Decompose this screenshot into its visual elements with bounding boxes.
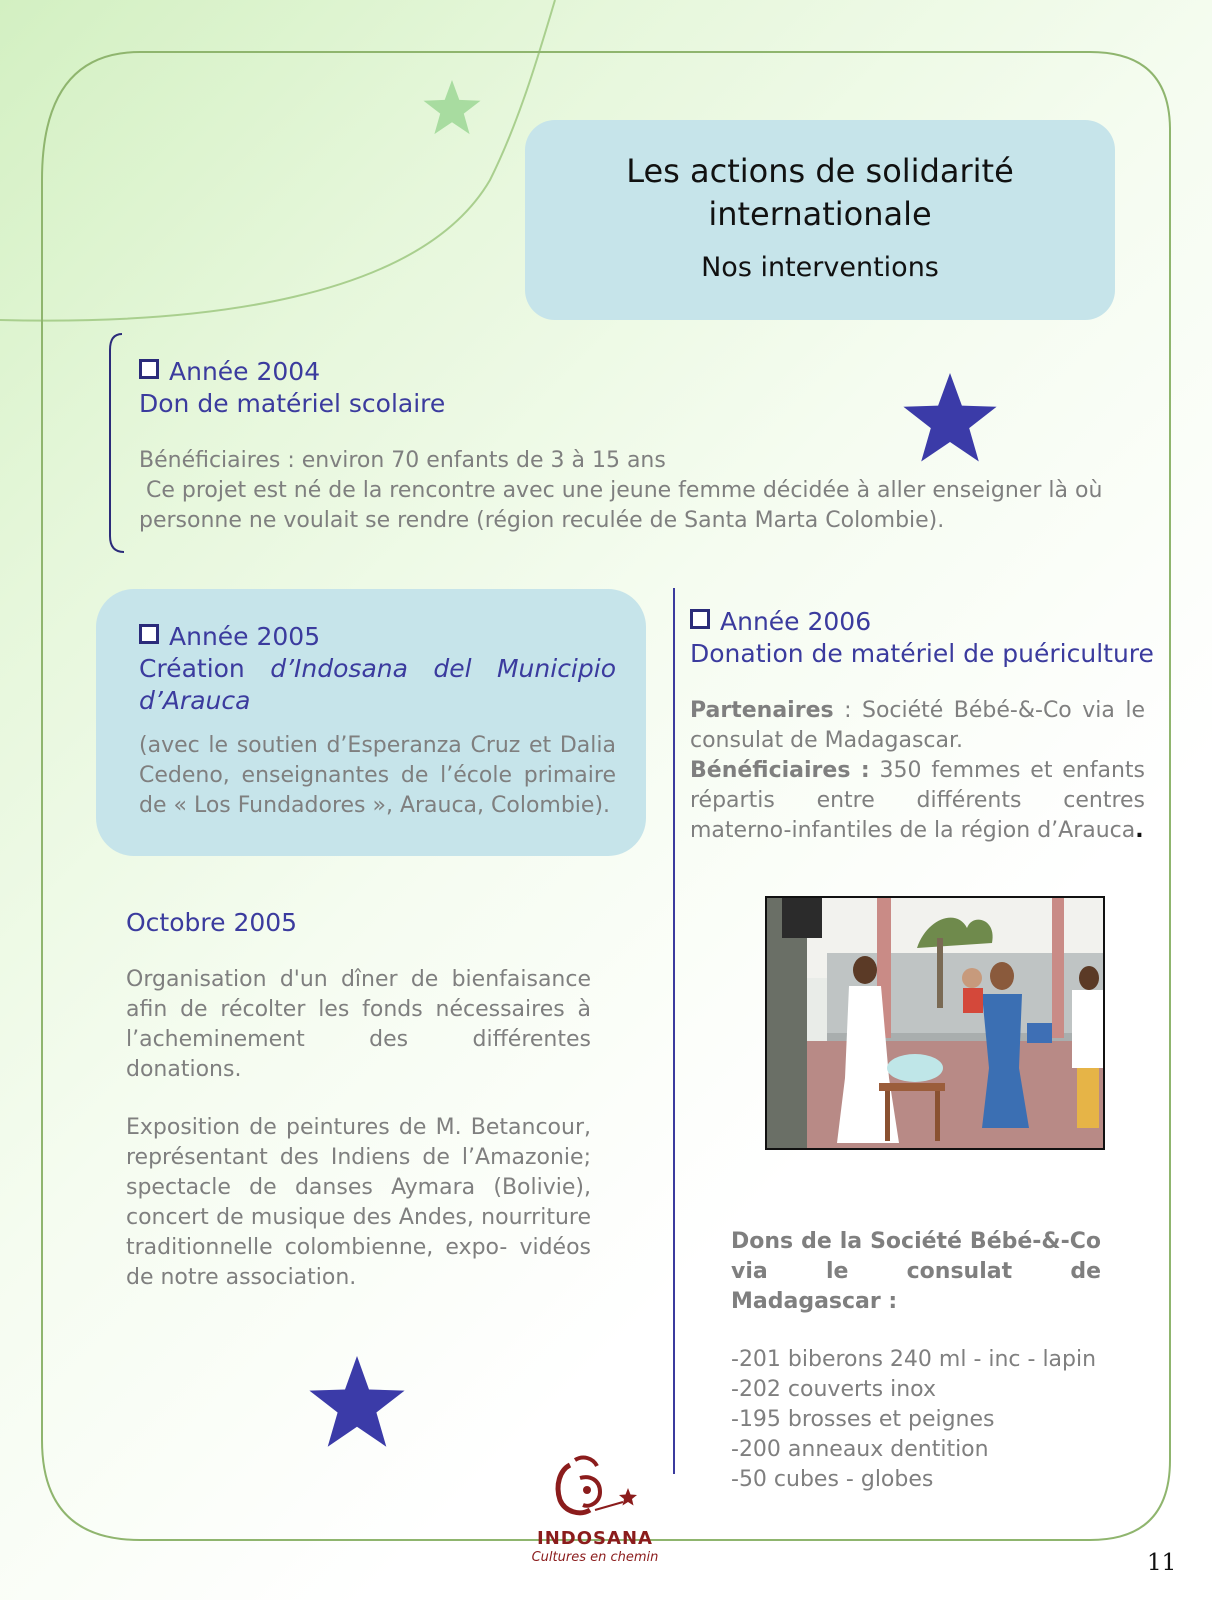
indosana-logo [525, 1450, 665, 1570]
section-2005-year [139, 621, 616, 653]
column-divider [673, 588, 675, 1474]
year-label: Année 2006 [720, 607, 872, 636]
logo-emblem-icon [525, 1450, 665, 1530]
october-paragraph-1: Organisation d'un dîner de bienfaisance afin de récolter les fonds nécessaires à l’acheminement des différentes donations. [126, 967, 591, 1082]
section-2004-beneficiaries: Bénéficiaires : environ 70 enfants de 3 à 15 ans [139, 448, 666, 473]
section-2005-title [139, 653, 616, 717]
logo-tagline: Cultures en chemin [531, 1550, 659, 1565]
title-box [525, 120, 1115, 320]
page-title: Les actions de solidarité internationale [626, 152, 1014, 233]
checkbox-bullet-icon [690, 609, 710, 629]
beneficiaries-end: . [1135, 818, 1144, 843]
list-item: -50 cubes - globes [731, 1467, 934, 1492]
partners-label: Partenaires [690, 698, 834, 723]
checkbox-bullet-icon [139, 624, 159, 644]
page-subtitle: Nos interventions [701, 252, 939, 283]
section-2005-description: (avec le soutien d’Esperanza Cruz et Dalia Cedeno, enseignantes de l’école primaire de « Los Fundadores », Arauca, Colombie). [139, 733, 616, 818]
section-2005 [139, 621, 616, 821]
section-2006-partners [690, 696, 1145, 756]
beneficiaries-label: Bénéficiaires : [690, 758, 870, 783]
section-2006-beneficiaries [690, 756, 1145, 846]
section-2004-year [139, 356, 1119, 388]
title-italic: d’Indosana del Municipio d’Arauca [139, 654, 616, 715]
section-2006-year [690, 606, 1145, 638]
logo-name: INDOSANA [537, 1528, 653, 1549]
section-october-2005 [126, 907, 591, 1293]
section-2005-box [96, 589, 646, 856]
partners-text: : Société Bébé-&-Co via le consulat de Madagascar. [690, 698, 1145, 753]
donations-section [731, 1227, 1101, 1495]
list-item: -201 biberons 240 ml - inc - lapin [731, 1347, 1097, 1372]
section-2006 [690, 606, 1154, 846]
event-photo-illustration [767, 898, 1103, 1148]
list-item: -195 brosses et peignes [731, 1407, 995, 1432]
october-heading: Octobre 2005 [126, 908, 298, 937]
list-item: -202 couverts inox [731, 1377, 936, 1402]
donations-list [731, 1345, 1101, 1495]
october-paragraph-2: Exposition de peintures de M. Betancour, représentant des Indiens de l’Amazonie; spectacle de danses Aymara (Bolivie), concert de musique des Andes, nourriture traditionnelle colombienne, expo- vidéos de notre association. [126, 1115, 591, 1290]
donations-heading: Dons de la Société Bébé-&-Co via le consulat de Madagascar : [731, 1229, 1101, 1314]
page-number: 11 [1147, 1550, 1177, 1576]
beneficiaries-text: 350 femmes et enfants répartis entre différents centres materno-infantiles de la région d’Arauca [690, 758, 1146, 843]
decorative-curve [0, 0, 555, 321]
list-item: -200 anneaux dentition [731, 1437, 989, 1462]
star-icon-bottom-left [309, 1356, 404, 1447]
title-prefix: Création [139, 654, 245, 683]
section-2006-title: Donation de matériel de puériculture [690, 639, 1154, 668]
year-label: Année 2004 [169, 357, 321, 386]
checkbox-bullet-icon [139, 359, 159, 379]
bracket-2004 [110, 334, 124, 552]
year-label: Année 2005 [169, 622, 321, 651]
section-2004 [139, 356, 1119, 536]
section-2004-description: Ce projet est né de la rencontre avec une jeune femme décidée à aller enseigner là où personne ne voulait se rendre (région reculée de Santa Marta Colombie). [139, 478, 1110, 533]
event-photo [765, 896, 1105, 1150]
section-2004-title: Don de matériel scolaire [139, 389, 446, 418]
star-icon-light-green [424, 80, 481, 134]
